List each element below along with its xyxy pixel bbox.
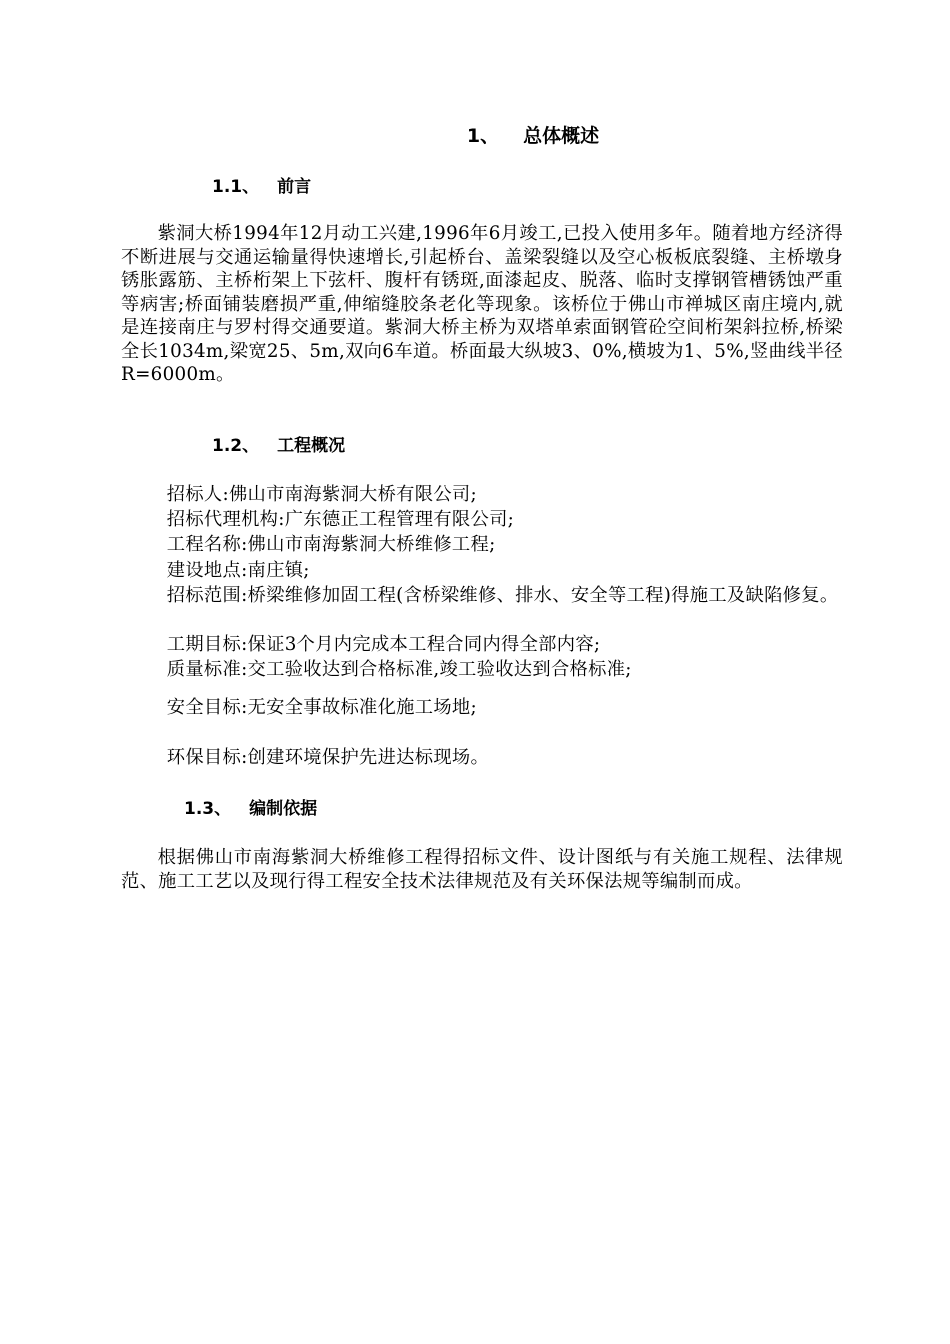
overview-item-project-name: 工程名称:佛山市南海紫洞大桥维修工程; [166,534,496,555]
overview-item-environment: 环保目标:创建环境保护先进达标现场。 [166,747,490,768]
overview-item-agency: 招标代理机构:广东德正工程管理有限公司; [166,509,515,530]
subsection-number: 1.1、 [212,177,260,197]
section-heading [0,122,950,150]
overview-item-safety: 安全目标:无安全事故标准化施工场地; [166,697,477,718]
overview-item-scope: 招标范围:桥梁维修加固工程(含桥梁维修、排水、安全等工程)得施工及缺陷修复。 [166,585,839,606]
subsection-title: 前言 [277,177,312,197]
subsection-number: 1.3、 [184,799,232,819]
preface-paragraph: 紫洞大桥1994年12月动工兴建,1996年6月竣工,已投入使用多年。随着地方经济得不断进展与交通运输量得快速增长,引起桥台、盖梁裂缝以及空心板板底裂缝、主桥墩身锈胀露筋、主桥桁架上下弦杆、腹杆有锈斑,面漆起皮、脱落、临时支撑钢管槽锈蚀严重等病害;桥面铺装磨损严重,伸缩缝胶条老化等现象。该桥位于佛山市禅城区南庄境内,就是连接南庄与罗村得交通要道。紫洞大桥主桥为双塔单索面钢管砼空间桁架斜拉桥,桥梁全长1034m,梁宽25、5m,双向6车道。桥面最大纵坡3、0%,横坡为1、5%,竖曲线半径R=6000m。 [121,223,843,385]
subsection-title: 编制依据 [249,799,318,819]
overview-item-tenderer: 招标人:佛山市南海紫洞大桥有限公司; [166,484,477,505]
overview-item-location: 建设地点:南庄镇; [166,560,310,581]
subsection-title: 工程概况 [277,436,346,456]
subsection-heading-overview [212,434,345,458]
subsection-heading-basis [184,797,317,821]
basis-paragraph: 根据佛山市南海紫洞大桥维修工程得招标文件、设计图纸与有关施工规程、法律规范、施工工艺以及现行得工程安全技术法律规范及有关环保法规等编制而成。 [121,847,843,892]
subsection-number: 1.2、 [212,436,260,456]
section-title: 总体概述 [523,125,600,147]
subsection-heading-preface [212,175,311,199]
overview-item-schedule: 工期目标:保证3个月内完成本工程合同内得全部内容; [166,634,601,655]
section-number: 1、 [466,125,500,147]
overview-item-quality: 质量标准:交工验收达到合格标准,竣工验收达到合格标准; [166,659,632,680]
